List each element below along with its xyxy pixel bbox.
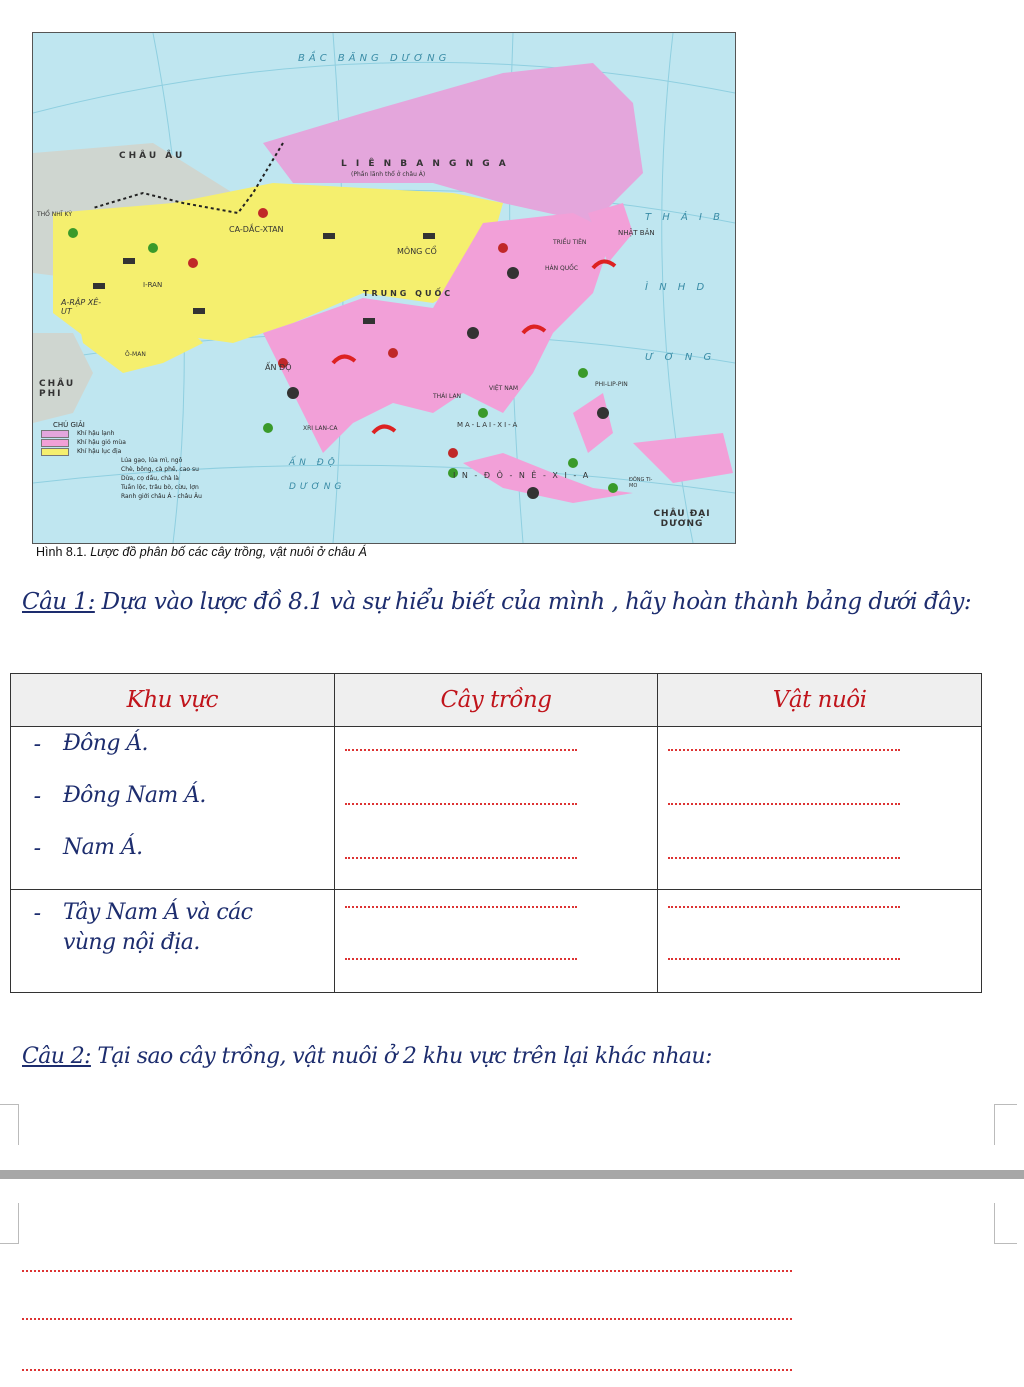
region-item: - Tây Nam Á và các vùng nội địa. (11, 890, 334, 958)
question-1-text: Dựa vào lược đồ 8.1 và sự hiểu biết của mình , hãy hoàn thành bảng dưới đây: (101, 589, 972, 615)
page-corner (0, 1203, 19, 1244)
label-china: TRUNG QUỐC (363, 289, 454, 298)
legend-item: Lúa gạo, lúa mì, ngô (121, 457, 183, 464)
label-oceania: CHÂU ĐẠI DƯƠNG (653, 509, 711, 529)
answer-line[interactable] (22, 1369, 792, 1371)
page-separator (0, 1170, 1024, 1179)
label-kazakhstan: CA-DẮC-XTAN (229, 225, 284, 234)
answer-line[interactable] (345, 835, 577, 859)
header-crops: Cây trồng (334, 674, 658, 727)
legend-item: Tuần lộc, trâu bò, cừu, lợn (121, 484, 199, 491)
answer-line[interactable] (22, 1318, 792, 1320)
label-russia: L I Ê N B A N G N G A (341, 159, 509, 169)
label-indian-ocean: ẤN ĐỘ DƯƠNG (289, 458, 346, 492)
asia-crop-livestock-map (32, 32, 736, 544)
region-southeast-asia: Đông Nam Á. (63, 783, 206, 808)
crops-answer-cell[interactable] (334, 727, 658, 890)
answer-line[interactable] (668, 835, 900, 859)
answer-line[interactable] (345, 942, 577, 960)
label-oman: Ô-MAN (125, 351, 146, 358)
label-russia-sub: (Phần lãnh thổ ở châu Á) (351, 171, 426, 178)
label-arctic-ocean: BẮC BĂNG DƯƠNG (298, 53, 451, 64)
legend-item: Ranh giới châu Á - châu Âu (121, 493, 202, 500)
page-corner (994, 1104, 1017, 1145)
label-iran: I-RAN (143, 281, 163, 289)
table-header-row (11, 674, 982, 727)
label-thailand: THÁI LAN (433, 393, 462, 400)
region-item: - Đông Á. (11, 727, 334, 779)
label-turkey: THỔ NHĨ KỲ (37, 211, 73, 218)
new-guinea-land (633, 433, 733, 483)
region-south-asia: Nam Á. (63, 835, 143, 860)
region-east-asia: Đông Á. (63, 731, 148, 756)
answer-line[interactable] (668, 727, 900, 751)
africa-land (33, 333, 93, 423)
label-europe: CHÂU ÂU (119, 151, 186, 161)
label-south-korea: HÀN QUỐC (545, 265, 579, 272)
legend-item: Khí hậu lục địa (41, 447, 202, 456)
question-1-label: Câu 1: (22, 589, 95, 615)
answer-line[interactable] (345, 781, 577, 805)
map-legend (41, 421, 202, 501)
legend-item: Chè, bông, cà phê, cao su (121, 466, 199, 473)
question-2-text: Tại sao cây trồng, vật nuôi ở 2 khu vực trên lại khác nhau: (97, 1044, 712, 1069)
answer-line[interactable] (345, 890, 577, 908)
label-malaysia: MA-LAI-XI-A (457, 421, 520, 429)
legend-item: Dừa, cọ dầu, chà là (121, 475, 179, 482)
question-2 (22, 1044, 712, 1069)
question-1 (22, 585, 1002, 619)
label-africa: CHÂU PHI (39, 379, 76, 399)
page-corner (994, 1203, 1017, 1244)
answer-line[interactable] (668, 781, 900, 805)
label-north-korea: TRIỀU TIÊN (553, 239, 587, 246)
livestock-answer-cell[interactable] (658, 890, 982, 993)
header-region: Khu vực (11, 674, 335, 727)
answer-line[interactable] (668, 942, 900, 960)
label-sri-lanka: XRI LAN-CA (303, 425, 338, 432)
question-2-label: Câu 2: (22, 1044, 91, 1069)
answer-line[interactable] (668, 890, 900, 908)
region-item: - Đông Nam Á. (11, 779, 334, 831)
label-mongolia: MÔNG CỔ (397, 247, 437, 256)
caption-prefix: Hình 8.1. (36, 545, 87, 559)
philippines-land (573, 393, 613, 453)
label-indonesia: I N - Đ Ô - N Ê - X I - A (453, 471, 591, 480)
legend-item: Khí hậu lạnh (41, 429, 202, 438)
answer-line[interactable] (22, 1270, 792, 1272)
answer-table (10, 673, 982, 993)
label-saudi-arabia: A-RẬP XÊ-UT (61, 298, 102, 316)
label-india: ẤN ĐỘ (265, 363, 292, 372)
figure-caption (36, 545, 367, 559)
region-southwest-asia-interior: Tây Nam Á và các vùng nội địa. (63, 900, 253, 955)
legend-item: Khí hậu gió mùa (41, 438, 202, 447)
livestock-answer-cell[interactable] (658, 727, 982, 890)
legend-title: CHÚ GIẢI (53, 421, 85, 429)
caption-text: Lược đồ phân bố các cây trồng, vật nuôi ở châu Á (90, 545, 367, 559)
label-vietnam: VIỆT NAM (489, 385, 519, 392)
label-pacific-ocean: T H Á I B Ì N H D Ư Ơ N G (645, 212, 724, 363)
table-row (11, 727, 982, 890)
label-philippines: PHI-LIP-PIN (595, 381, 628, 388)
header-livestock: Vật nuôi (658, 674, 982, 727)
table-row (11, 890, 982, 993)
crops-answer-cell[interactable] (334, 890, 658, 993)
label-japan: NHẬT BẢN (618, 229, 655, 237)
answer-line[interactable] (345, 727, 577, 751)
page-corner (0, 1104, 19, 1145)
label-east-timor: ĐÔNG TI-MO (629, 477, 653, 489)
region-item: - Nam Á. (11, 831, 334, 883)
